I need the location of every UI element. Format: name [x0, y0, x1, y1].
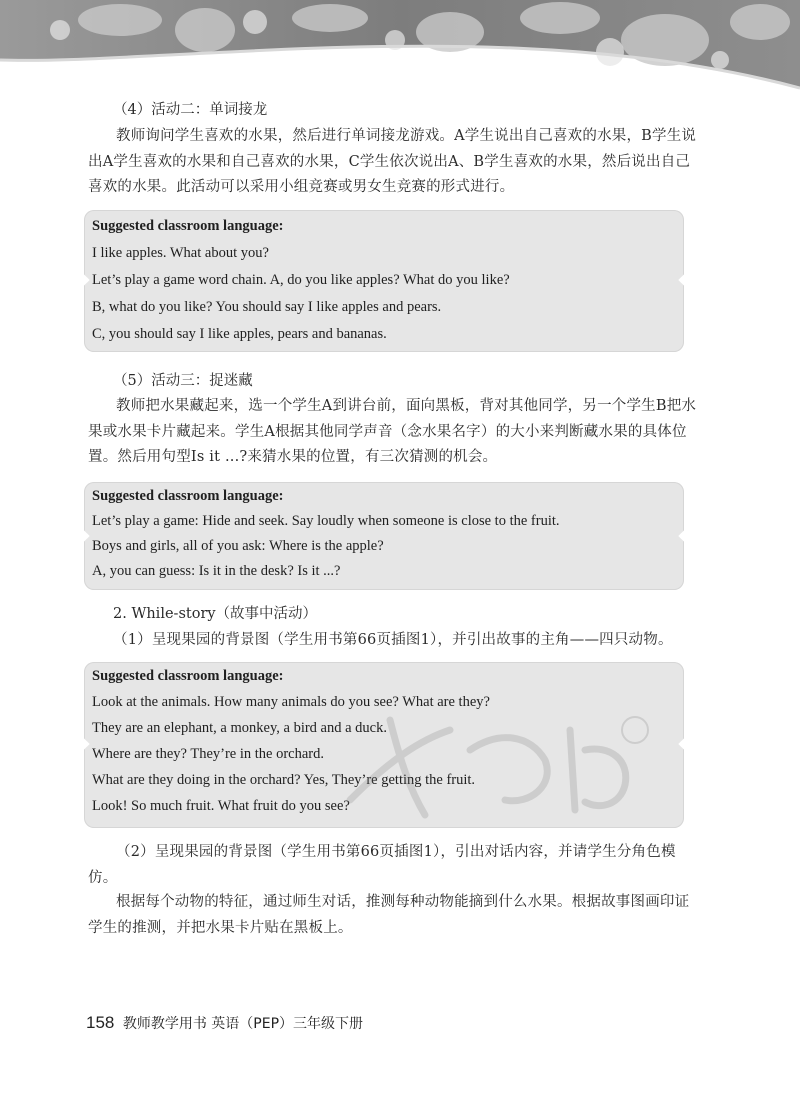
box-line: Let’s play a game word chain. A, do you like apples? What do you like?	[92, 272, 510, 288]
box-title: Suggested classroom language:	[92, 218, 284, 234]
section-5-paragraph: 教师把水果藏起来，选一个学生A到讲台前，面向黑板，背对其他同学，另一个学生B把水果或水果卡片藏起来。学生A根据其他同学声音（念水果名字）的大小来判断藏水果的具体位置。然后用句型Is it ...?来猜水果的位置，有三次猜测的机会。	[88, 398, 697, 465]
box-notch	[78, 530, 89, 541]
box-line: Where are they? They’re in the orchard.	[92, 746, 325, 762]
box-line: A, you can guess: Is it in the desk? Is it ...?	[92, 563, 341, 579]
classroom-language-box-1	[84, 210, 684, 352]
box-line: They are an elephant, a monkey, a bird and a duck.	[92, 720, 387, 736]
section-4-paragraph: 教师询问学生喜欢的水果，然后进行单词接龙游戏。A学生说出自己喜欢的水果，B学生说出A学生喜欢的水果和自己喜欢的水果，C学生依次说出A、B学生喜欢的水果，然后说出自己喜欢的水果。此活动可以采用小组竞赛或男女生竞赛的形式进行。	[88, 128, 697, 195]
box-line: Look at the animals. How many animals do you see? What are they?	[92, 694, 490, 710]
page-footer	[86, 1013, 363, 1033]
page-number: 158	[86, 1013, 115, 1032]
classroom-language-box-2	[84, 482, 684, 590]
box-line: What are they doing in the orchard? Yes, They’re getting the fruit.	[92, 772, 476, 788]
while-story-step-1: （1）呈现果园的背景图（学生用书第66页插图1），并引出故事的主角——四只动物。	[113, 632, 673, 648]
book-title: 教师教学用书 英语（PEP）三年级下册	[122, 1016, 364, 1032]
while-story-paragraph: 根据每个动物的特征，通过师生对话，推测每种动物能摘到什么水果。根据故事图画印证学生的推测，并把水果卡片贴在黑板上。	[88, 894, 690, 936]
box-line: Let’s play a game: Hide and seek. Say loudly when someone is close to the fruit.	[92, 513, 560, 529]
while-story-heading: 2. While-story（故事中活动）	[113, 606, 318, 622]
box-notch	[78, 274, 89, 285]
box-line: Boys and girls, all of you ask: Where is the apple?	[92, 538, 384, 554]
classroom-language-box-3	[84, 662, 684, 828]
box-notch	[78, 738, 89, 749]
section-4-heading: （4）活动二：单词接龙	[113, 102, 268, 118]
box-title: Suggested classroom language:	[92, 488, 284, 504]
section-5-heading: （5）活动三：捉迷藏	[113, 373, 253, 389]
box-notch	[678, 738, 689, 749]
box-notch	[678, 530, 689, 541]
box-title: Suggested classroom language:	[92, 668, 284, 684]
box-notch	[678, 274, 689, 285]
box-line: I like apples. What about you?	[92, 245, 269, 261]
box-line: B, what do you like? You should say I like apples and pears.	[92, 299, 442, 315]
box-line: Look! So much fruit. What fruit do you see?	[92, 798, 350, 814]
while-story-step-2: （2）呈现果园的背景图（学生用书第66页插图1），引出对话内容，并请学生分角色模仿。	[88, 844, 676, 886]
box-line: C, you should say I like apples, pears and bananas.	[92, 326, 387, 342]
